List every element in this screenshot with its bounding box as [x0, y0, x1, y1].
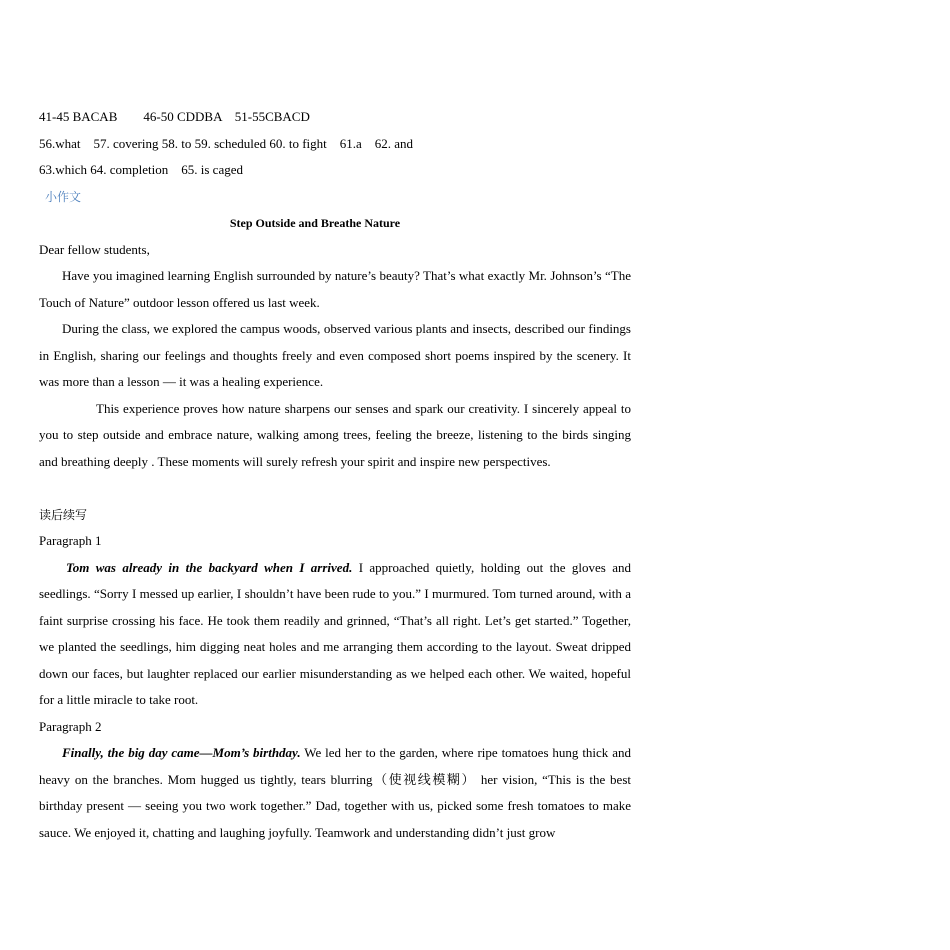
continuation-section-label: 读后续写: [39, 507, 88, 522]
paragraph-1-body: I approached quietly, holding out the gloves and seedlings. “Sorry I messed up earlier, I shouldn’t have been rude to you.” I murmured. Tom turned around, with a faint surprise crossing his face. He took them readily and grinned, “That’s all right. Let’s get started.” Together, we planted the seedlings, him digging neat holes and me arranging them according to the layout. Sweat dripped down our faces, but laughter replaced our earlier misunderstanding as we helped each other. We waited, hopeful for a little miracle to take root.: [39, 559, 631, 707]
paragraph-1-lead-sentence: Tom was already in the backyard when I arrived.: [66, 559, 353, 575]
paragraph-2-body: We led her to the garden, where ripe tomatoes hung thick and heavy on the branches. Mom hugged us tightly, tears blurring（使视线模糊） her vision, “This is the best birthday present — seeing you two work together.” Dad, together with us, picked some fresh tomatoes to make sauce. We enjoyed it, chatting and laughing joyfully. Teamwork and understanding didn’t just grow: [39, 745, 631, 840]
spacer: [39, 475, 631, 502]
continuation-paragraph-2: [39, 740, 631, 846]
paragraph-1-label: Paragraph 1: [39, 533, 102, 548]
answer-key-line-2: 56.what 57. covering 58. to 59. scheduled 60. to fight 61.a 62. and: [39, 135, 414, 151]
essay-greeting: Dear fellow students,: [39, 241, 150, 257]
essay-section-label: 小作文: [45, 189, 82, 204]
paragraph-2-lead-sentence: Finally, the big day came—Mom’s birthday.: [62, 745, 301, 760]
answer-key-line-3: 63.which 64. completion 65. is caged: [39, 162, 243, 177]
continuation-paragraph-1: [39, 555, 631, 714]
essay-paragraph-3: This experience proves how nature sharpens our senses and spark our creativity. I sincerely appeal to you to step outside and embrace nature, walking among trees, feeling the breeze, listening to the birds singing and breathing deeply . These moments will surely refresh your spirit and inspire new perspectives.: [39, 400, 631, 469]
essay-paragraph-1: Have you imagined learning English surrounded by nature’s beauty? That’s what exactly Mr. Johnson’s “The Touch of Nature” outdoor lesson offered us last week.: [39, 268, 631, 310]
paragraph-2-label: Paragraph 2: [39, 718, 102, 734]
essay-paragraph-2: During the class, we explored the campus woods, observed various plants and insects, described our findings in English, sharing our feelings and thoughts freely and even composed short poems inspired by the scenery. It was more than a lesson — it was a healing experience.: [39, 321, 631, 389]
essay-title: Step Outside and Breathe Nature: [229, 216, 401, 230]
document-page: [39, 104, 631, 846]
answer-key-line-1: 41-45 BACAB 46-50 CDDBA 51-55CBACD: [39, 109, 310, 124]
